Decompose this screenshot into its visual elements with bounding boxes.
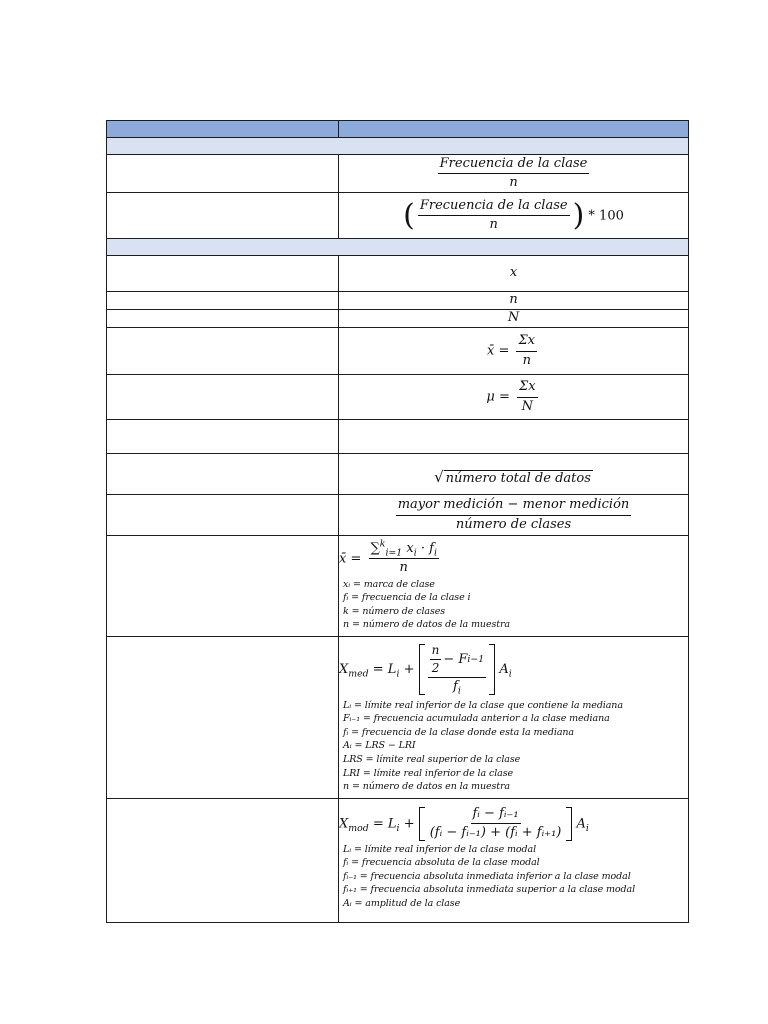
n-over-2 xyxy=(430,644,442,675)
fraction xyxy=(438,157,590,191)
definition-line: Fᵢ₋₁ = frecuencia acumulada anterior a la clase mediana xyxy=(343,713,610,725)
numerator xyxy=(369,538,439,559)
formula-cell-sample-mean xyxy=(339,328,689,375)
concept-cell xyxy=(107,310,339,328)
definition-line: LRI = límite real inferior de la clase xyxy=(343,767,514,779)
fraction xyxy=(517,380,538,414)
sum-icon: ∑ xyxy=(370,541,380,556)
fraction xyxy=(428,644,487,695)
formula-table xyxy=(106,120,689,923)
concept-cell xyxy=(107,292,339,310)
denominator xyxy=(451,678,463,697)
table-row xyxy=(107,420,689,454)
formula xyxy=(339,799,688,843)
definitions xyxy=(339,578,688,636)
numerator: fᵢ − fᵢ₋₁ xyxy=(471,807,521,824)
fraction xyxy=(418,199,570,233)
table-row xyxy=(107,375,689,420)
fraction xyxy=(396,498,632,532)
f-sub: i xyxy=(457,685,461,697)
fraction xyxy=(428,807,564,841)
table-row xyxy=(107,193,689,239)
concept-cell xyxy=(107,155,339,193)
formula-cell-class-width xyxy=(339,495,689,536)
f: f xyxy=(453,679,458,695)
denominator: número de clases xyxy=(455,516,572,532)
formula-cell-mode xyxy=(339,798,689,922)
formula-cell-number-of-classes xyxy=(339,454,689,495)
lhs: X xyxy=(339,661,349,677)
numerator: Σx xyxy=(517,380,538,397)
term-f: f xyxy=(429,541,434,556)
formula-cell-percent-frequency xyxy=(339,193,689,239)
definition-line: fᵢ = frecuencia absoluta de la clase modal xyxy=(343,857,540,869)
formula-cell-median xyxy=(339,636,689,798)
definition-line: LRS = límite real superior de la clase xyxy=(343,754,521,766)
formula xyxy=(339,637,688,697)
right-paren: ) xyxy=(572,197,585,233)
formula-cell-datum xyxy=(339,256,689,292)
definition-line: fᵢ₊₁ = frecuencia absoluta inmediata superior a la clase modal xyxy=(343,884,636,896)
symbol-n: n xyxy=(509,292,518,308)
dot-operator: · xyxy=(420,541,425,556)
fraction xyxy=(516,334,537,368)
definition-line: Lᵢ = límite real inferior de la clase que contiene la mediana xyxy=(343,699,623,711)
definitions xyxy=(339,843,688,915)
plus: + xyxy=(403,661,415,677)
A-sub: i xyxy=(508,668,512,680)
denominator: N xyxy=(521,398,533,414)
table-row xyxy=(107,454,689,495)
definition-line: fᵢ₋₁ = frecuencia absoluta inmediata inferior a la clase modal xyxy=(343,870,631,882)
definition-line: fᵢ = frecuencia de la clase donde esta la mediana xyxy=(343,726,574,738)
square-root xyxy=(434,467,593,486)
sum-lower: i=1 xyxy=(385,547,403,559)
section-band xyxy=(107,138,689,155)
table-row xyxy=(107,310,689,328)
term-f-sub: i xyxy=(433,547,437,559)
concept-cell xyxy=(107,536,339,637)
numerator: mayor medición − menor medición xyxy=(396,498,632,515)
A: A xyxy=(499,661,509,677)
denominator: n xyxy=(509,175,518,190)
A-sub: i xyxy=(585,822,589,834)
lhs: x̄ = xyxy=(486,343,510,359)
radicand: número total de datos xyxy=(445,470,591,486)
two-bottom: 2 xyxy=(431,661,440,676)
concept-cell xyxy=(107,495,339,536)
concept-cell xyxy=(107,375,339,420)
table-row xyxy=(107,536,689,637)
plus: + xyxy=(403,816,415,832)
denominator: (fᵢ − fᵢ₋₁) + (fᵢ + fᵢ₊₁) xyxy=(429,825,562,841)
definition-line: fᵢ = frecuencia de la clase i xyxy=(343,592,471,604)
definition-line: Aᵢ = LRS − LRI xyxy=(343,740,416,752)
table-row xyxy=(107,292,689,310)
section-row-measures xyxy=(107,239,689,256)
definition-line: Lᵢ = límite real inferior de la clase modal xyxy=(343,843,537,855)
concept-cell xyxy=(107,454,339,495)
section-band xyxy=(107,239,689,256)
definition-line: xᵢ = marca de clase xyxy=(343,578,435,590)
bracket-group xyxy=(419,807,573,841)
definition-line: n = número de datos en la muestra xyxy=(343,781,510,793)
symbol-x: x xyxy=(509,265,518,281)
denominator: n xyxy=(489,217,498,232)
formula-cell-population-size xyxy=(339,310,689,328)
table-row xyxy=(107,495,689,536)
denominator: n xyxy=(399,560,408,576)
numerator: $\frac{n}{2}$ − F i−1 xyxy=(428,644,487,678)
numerator: Σx xyxy=(516,334,537,351)
formula-cell-grouped-mean xyxy=(339,536,689,637)
header-cell-formula xyxy=(339,121,689,138)
left-paren: ( xyxy=(403,197,415,233)
lhs-sub: mod xyxy=(348,822,369,834)
L-sub: i xyxy=(396,822,400,834)
n-top: n xyxy=(430,644,442,660)
lhs: μ = xyxy=(486,389,510,405)
radical-icon: √ xyxy=(434,467,444,486)
concept-cell xyxy=(107,328,339,375)
equals-L: = L xyxy=(372,661,397,677)
A: A xyxy=(576,816,586,832)
equals-L: = L xyxy=(372,816,397,832)
formula-cell-relative-frequency xyxy=(339,155,689,193)
concept-cell xyxy=(107,636,339,798)
header-row xyxy=(107,121,689,138)
symbol-N: N xyxy=(507,310,520,326)
formula-cell-population-mean xyxy=(339,375,689,420)
term-x-sub: i xyxy=(413,547,417,559)
section-row-frequencies xyxy=(107,138,689,155)
concept-cell xyxy=(107,256,339,292)
table-row xyxy=(107,328,689,375)
concept-cell xyxy=(107,193,339,239)
minus-F: − F xyxy=(443,651,468,667)
table-row xyxy=(107,256,689,292)
numerator: Frecuencia de la clase xyxy=(438,157,590,174)
denominator: n xyxy=(522,352,531,368)
L-sub: i xyxy=(396,668,400,680)
bracket-group xyxy=(419,644,496,695)
header-cell-concept xyxy=(107,121,339,138)
table-row xyxy=(107,155,689,193)
concept-cell xyxy=(107,420,339,454)
definitions xyxy=(339,697,688,798)
formula-cell-empty xyxy=(339,420,689,454)
definition-line: Aᵢ = amplitud de la clase xyxy=(343,897,461,909)
formula-sheet xyxy=(106,120,688,923)
formula-cell-sample-size xyxy=(339,292,689,310)
sum-upper: k xyxy=(379,538,386,550)
lhs: X xyxy=(339,816,349,832)
lhs: x̄ = xyxy=(339,551,362,567)
table-row xyxy=(107,636,689,798)
formula xyxy=(339,536,688,578)
definition-line: n = número de datos de la muestra xyxy=(343,619,510,631)
table-row xyxy=(107,798,689,922)
lhs-sub: med xyxy=(348,668,369,680)
term-x: x xyxy=(406,541,414,556)
times-100: * 100 xyxy=(588,208,624,223)
concept-cell xyxy=(107,798,339,922)
numerator: Frecuencia de la clase xyxy=(418,199,570,216)
definition-line: k = número de clases xyxy=(343,605,446,617)
fraction xyxy=(369,538,439,576)
